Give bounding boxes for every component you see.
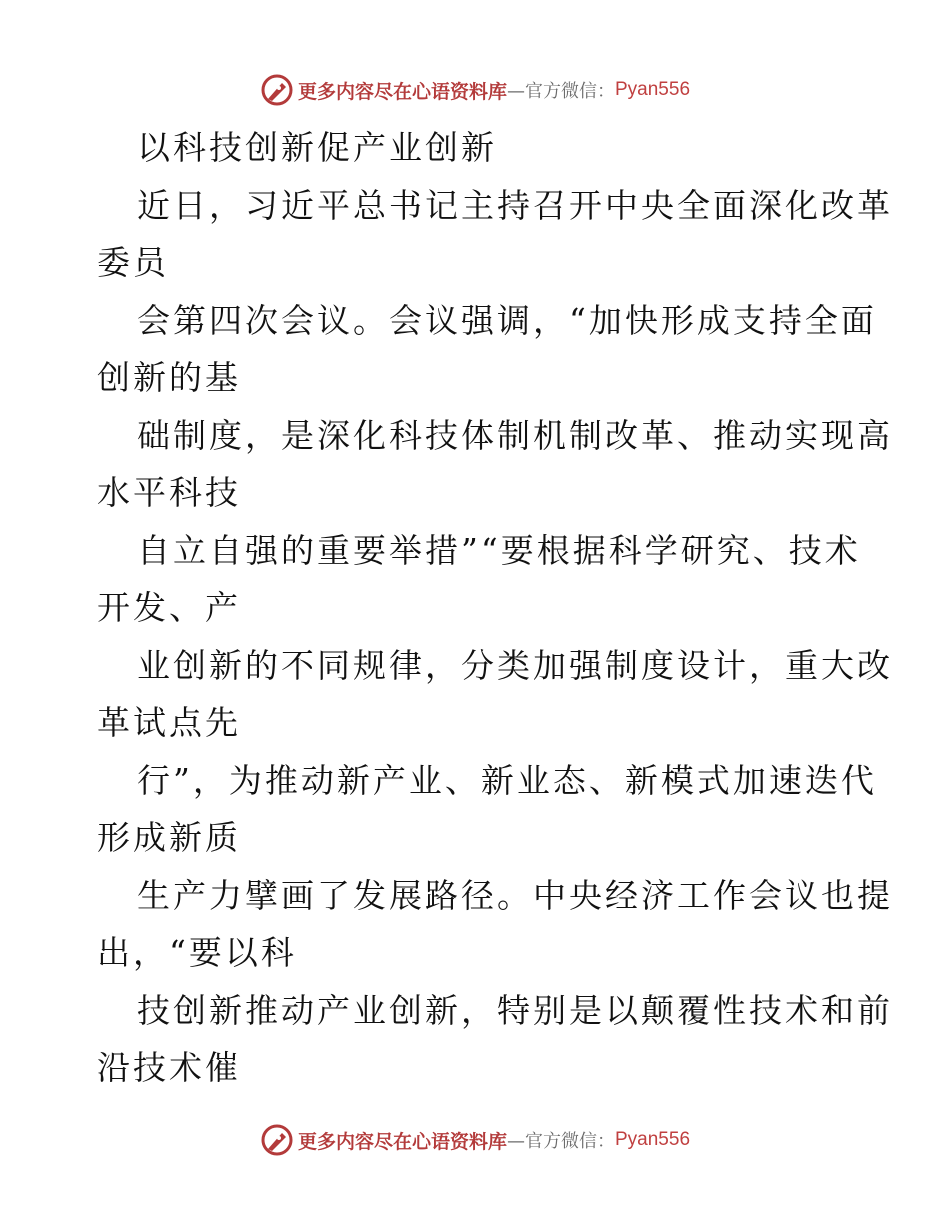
text-line: 业创新的不同规律，分类加强制度设计，重大改	[137, 646, 893, 685]
text-line: 创新的基	[97, 358, 241, 397]
text-line: 委员	[97, 243, 169, 282]
banner-highlight-text: 更多内容尽在心语资料库	[297, 80, 507, 103]
text-line: 出，“要以科	[97, 933, 297, 972]
text-line: 革试点先	[97, 703, 241, 742]
text-line: 技创新推动产业创新，特别是以颠覆性技术和前	[137, 991, 893, 1030]
text-line: 沿技术催	[97, 1048, 241, 1087]
banner-separator-text: —官方微信：	[507, 1131, 615, 1152]
banner-separator-text: —官方微信：	[507, 81, 615, 102]
banner-account-text: Pyan556	[615, 79, 691, 100]
fountain-pen-logo-icon	[260, 1123, 294, 1157]
text-line: 形成新质	[97, 818, 241, 857]
header-watermark-banner	[0, 70, 950, 110]
title-line: 以科技创新促产业创新	[137, 128, 497, 167]
text-line: 础制度，是深化科技体制机制改革、推动实现高	[137, 416, 893, 455]
banner-account-text: Pyan556	[615, 1129, 691, 1150]
text-line: 行”，为推动新产业、新业态、新模式加速迭代	[137, 761, 877, 800]
banner-highlight-text: 更多内容尽在心语资料库	[297, 1130, 507, 1153]
footer-watermark-banner	[0, 1120, 950, 1160]
text-line: 近日，习近平总书记主持召开中央全面深化改革	[137, 186, 893, 225]
text-line: 水平科技	[97, 473, 241, 512]
fountain-pen-logo-icon	[260, 73, 294, 107]
text-line: 会第四次会议。会议强调，“加快形成支持全面	[137, 301, 877, 340]
text-line: 开发、产	[97, 588, 241, 627]
text-line: 生产力擘画了发展路径。中央经济工作会议也提	[137, 876, 893, 915]
text-line: 自立自强的重要举措”“要根据科学研究、技术	[137, 531, 861, 570]
